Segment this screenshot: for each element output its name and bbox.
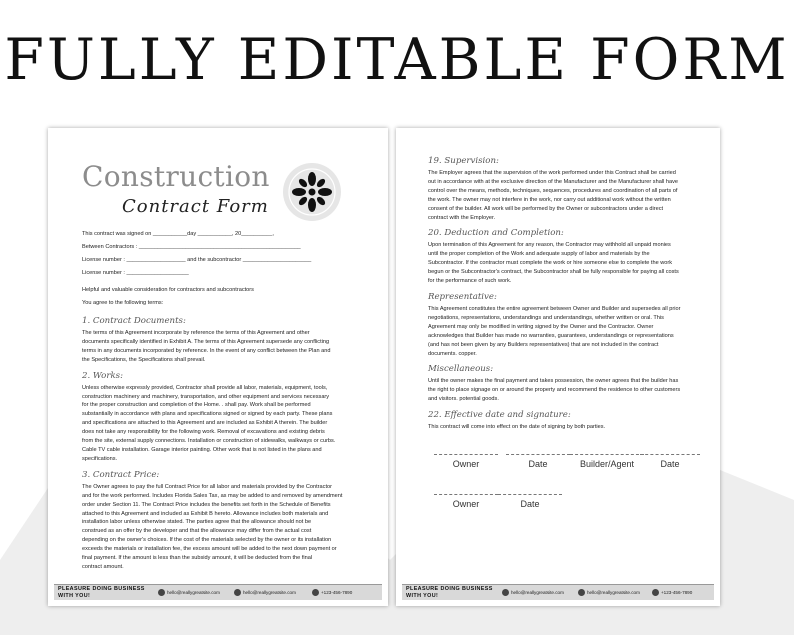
- section-title: 19. Supervision:: [428, 156, 499, 166]
- globe-icon: [234, 589, 241, 596]
- text-line: until the proper completion of the Work and adequate supply of labor and materials by the: [428, 251, 650, 258]
- footer-phone[interactable]: [652, 589, 692, 596]
- page-footer: [48, 578, 388, 606]
- section-body: [428, 423, 698, 432]
- signature-line: [434, 494, 498, 495]
- text-line: exceeds the materials or installation fee, the excess amount will be added to the next down payment or: [82, 546, 337, 553]
- text-line: consent of the builder. All work will be performed by the Owner or subcontractors under a direct: [428, 205, 664, 212]
- signature-label: Owner: [452, 499, 480, 510]
- text-line: depending on the owner's choices. If the cost of the materials selected by the owner or its installation: [82, 537, 332, 544]
- text-line: Cable TV cable installation. Garage interior painting. Other work that is not listed in the plans and: [82, 446, 322, 453]
- footer-email[interactable]: [502, 589, 564, 596]
- footer-phone-text: +123-456-7890: [661, 590, 693, 595]
- section-body: [428, 241, 698, 286]
- text-line: does not take any responsibility for the following work. Removal of excavations and existing debris: [82, 429, 325, 436]
- signature-owner-2[interactable]: [434, 494, 498, 509]
- section-title: 20. Deduction and Completion:: [428, 228, 564, 239]
- title-construction: Construction: [82, 160, 270, 193]
- text-line: The terms of this Agreement incorporate by reference the terms of this Agreement and other: [82, 330, 310, 336]
- footer-phone-text: +123-456-7890: [321, 590, 353, 595]
- footer-tagline: PLEASURE DOING BUSINESS WITH YOU!: [406, 586, 493, 599]
- text-line: Upon termination of this Agreement for any reason, the Contractor may withhold all unpaid monies: [428, 242, 671, 249]
- intro-text: [82, 284, 378, 310]
- section-body: [428, 377, 698, 404]
- license-subcontractor-field[interactable]: License number : ___________________ and the subcontractor ______________________: [82, 257, 312, 263]
- section-title: 3. Contract Price:: [82, 469, 160, 480]
- signature-line: [640, 454, 700, 455]
- text-line: construed as an offer by the developer and that the allowance may differ from the actual cost: [82, 528, 312, 535]
- text-line: control over the means, methods, techniques, sequences, procedures and coordination of all parts of: [428, 187, 678, 194]
- footer-phone[interactable]: [312, 589, 352, 596]
- signature-date-2[interactable]: [640, 454, 700, 469]
- text-line: out in accordance with at the exclusive direction of the Manufacturer and the Manufacturer shall have: [428, 178, 678, 185]
- text-line: This contract will come into effect on the date of signing by both parties.: [428, 424, 606, 431]
- title-contract-form: Contract Form: [122, 196, 269, 217]
- text-line: The Employer agrees that the supervision of the work performed under this Contract shall be carried: [428, 170, 676, 176]
- contract-body: [428, 156, 698, 532]
- section-body: [82, 483, 378, 572]
- text-line: documents specifically identified in Exhibit A. The terms of this Agreement supersede any conflicting: [82, 338, 330, 345]
- text-line: attached to this Agreement and included as Exhibit B hereto. Allowance includes both materials and: [82, 510, 329, 517]
- section-title: Representative:: [428, 291, 497, 302]
- email-icon: [158, 589, 165, 596]
- contract-page-2: [396, 128, 720, 606]
- text-line: and for the work performed. Includes Florida Sales Tax, as may be added to and removed by amendment: [82, 492, 343, 499]
- signature-label: Builder/Agent: [579, 459, 635, 470]
- text-line: and visitors. potential goods.: [428, 396, 499, 403]
- globe-icon: [578, 589, 585, 596]
- section-title: 22. Effective date and signature:: [428, 410, 571, 421]
- footer-website[interactable]: [234, 589, 296, 596]
- text-line: for the performance of such work.: [428, 278, 512, 285]
- phone-icon: [652, 589, 659, 596]
- text-line: Agreement may only be modified in writing signed by the Owner and the Contractor. Owner: [428, 323, 654, 330]
- footer-tagline: PLEASURE DOING BUSINESS WITH YOU!: [58, 586, 145, 599]
- footer-email-text: hello@reallygreatsite.com: [167, 590, 220, 595]
- text-line: the Specifications, the Specifications shall prevail.: [82, 356, 206, 363]
- signature-label: Date: [660, 459, 680, 470]
- text-line: Unless otherwise expressly provided, Contractor shall provide all labor, materials, equipment, tools,: [82, 384, 328, 391]
- text-line: Subcontractor. If the contractor must complete the work or hire someone else to complete the work: [428, 260, 673, 267]
- signature-date-1[interactable]: [506, 454, 570, 469]
- signature-builder-agent[interactable]: [570, 454, 644, 469]
- text-line: from the site, external supply connections. Installation or construction of sidewalks, walkways or curbs.: [82, 438, 336, 445]
- section-body: [82, 329, 378, 365]
- footer-bar: [402, 584, 714, 600]
- ornament-seal-icon: [282, 162, 342, 222]
- text-line: This Agreement constitutes the entire agreement between Owner and Builder and supersedes all prior: [428, 305, 681, 312]
- section-body: [428, 169, 698, 222]
- signature-area: [428, 446, 698, 532]
- phone-icon: [312, 589, 319, 596]
- signature-label: Owner: [452, 459, 480, 470]
- intro-line: You agree to the following terms:: [82, 300, 164, 306]
- footer-website[interactable]: [578, 589, 640, 596]
- signature-line: [434, 454, 498, 455]
- signature-label: Date: [520, 499, 540, 510]
- text-line: The Owner agrees to pay the full Contract Price for all labor and materials provided by the Contractor: [82, 483, 332, 490]
- license-number-field[interactable]: License number : ____________________: [82, 270, 189, 276]
- footer-bar: [54, 584, 382, 600]
- text-line: order under Section 11. The Contract Price includes the benefits set forth in the Schedule of Benefits: [82, 501, 331, 508]
- text-line: contract with the Employer.: [428, 214, 496, 221]
- fill-in-fields: [82, 228, 378, 280]
- hero-title: FULLY EDITABLE FORM: [4, 27, 790, 93]
- text-line: the work. The owner may not interfere in the work, nor carry out additional work without the written: [428, 196, 671, 203]
- text-line: and specifications are attached to this Agreement and are included as Exhibit A therein. The builder: [82, 420, 328, 427]
- footer-website-text: hello@reallygreatsite.com: [243, 590, 296, 595]
- signature-label: Date: [528, 459, 548, 470]
- signature-owner-1[interactable]: [434, 454, 498, 469]
- text-line: (and has not been given by any Builders representatives) that are not included in the contract: [428, 341, 659, 348]
- text-line: installation labor unless otherwise stated. The parties agree that the allowance should not be: [82, 519, 312, 526]
- section-body: [82, 384, 378, 464]
- section-title: 2. Works:: [82, 370, 123, 381]
- footer-email-text: hello@reallygreatsite.com: [511, 590, 564, 595]
- contract-page-1: [48, 128, 388, 606]
- text-line: begun or the Subcontractor's contract, the Subcontractor shall be fully responsible for paying all costs: [428, 269, 679, 276]
- section-title: 1. Contract Documents:: [82, 316, 186, 326]
- text-line: for the proper construction and completion of the Home. . shall pay. Work shall be performed: [82, 402, 311, 409]
- intro-line: Helpful and valuable consideration for contractors and subcontractors: [82, 287, 254, 293]
- contractors-field[interactable]: Between Contractors : ____________________________________________________: [82, 244, 301, 250]
- signature-date-3[interactable]: [498, 494, 562, 509]
- text-line: the right to place signage on or around the property and recommend the residence to other customers: [428, 387, 681, 394]
- footer-email[interactable]: [158, 589, 220, 596]
- text-line: documents. copper.: [428, 350, 477, 357]
- text-line: Until the owner makes the final payment and takes possession, the owner agrees that the builder has: [428, 378, 679, 385]
- signature-line: [506, 454, 570, 455]
- signature-line: [570, 454, 644, 455]
- text-line: contract amount.: [82, 563, 124, 570]
- contract-body: [82, 228, 378, 572]
- text-line: specifications.: [82, 455, 118, 462]
- signed-date-field[interactable]: This contract was signed on ___________day ___________, 20__________,: [82, 231, 274, 237]
- email-icon: [502, 589, 509, 596]
- text-line: construction machinery and machinery, transportation, and other equipment and services necessary: [82, 393, 330, 400]
- text-line: negotiations, representations, understandings and understandings, whether written or oral. This: [428, 314, 664, 321]
- section-body: [428, 305, 698, 358]
- page-footer: [396, 578, 720, 606]
- signature-line: [498, 494, 562, 495]
- text-line: final payment. If the amount is less than the subsidy amount, it will be deducted from the final: [82, 555, 313, 562]
- text-line: terms in any documents incorporated by reference. In the event of any conflict between the Plan and: [82, 347, 331, 354]
- footer-website-text: hello@reallygreatsite.com: [587, 590, 640, 595]
- text-line: acknowledges that Builder has made no warranties, guarantees, understandings or representations: [428, 332, 674, 339]
- text-line: substantially in accordance with plans and specifications signed or signed by each party. These plans: [82, 411, 333, 418]
- section-title: Miscellaneous:: [428, 364, 494, 375]
